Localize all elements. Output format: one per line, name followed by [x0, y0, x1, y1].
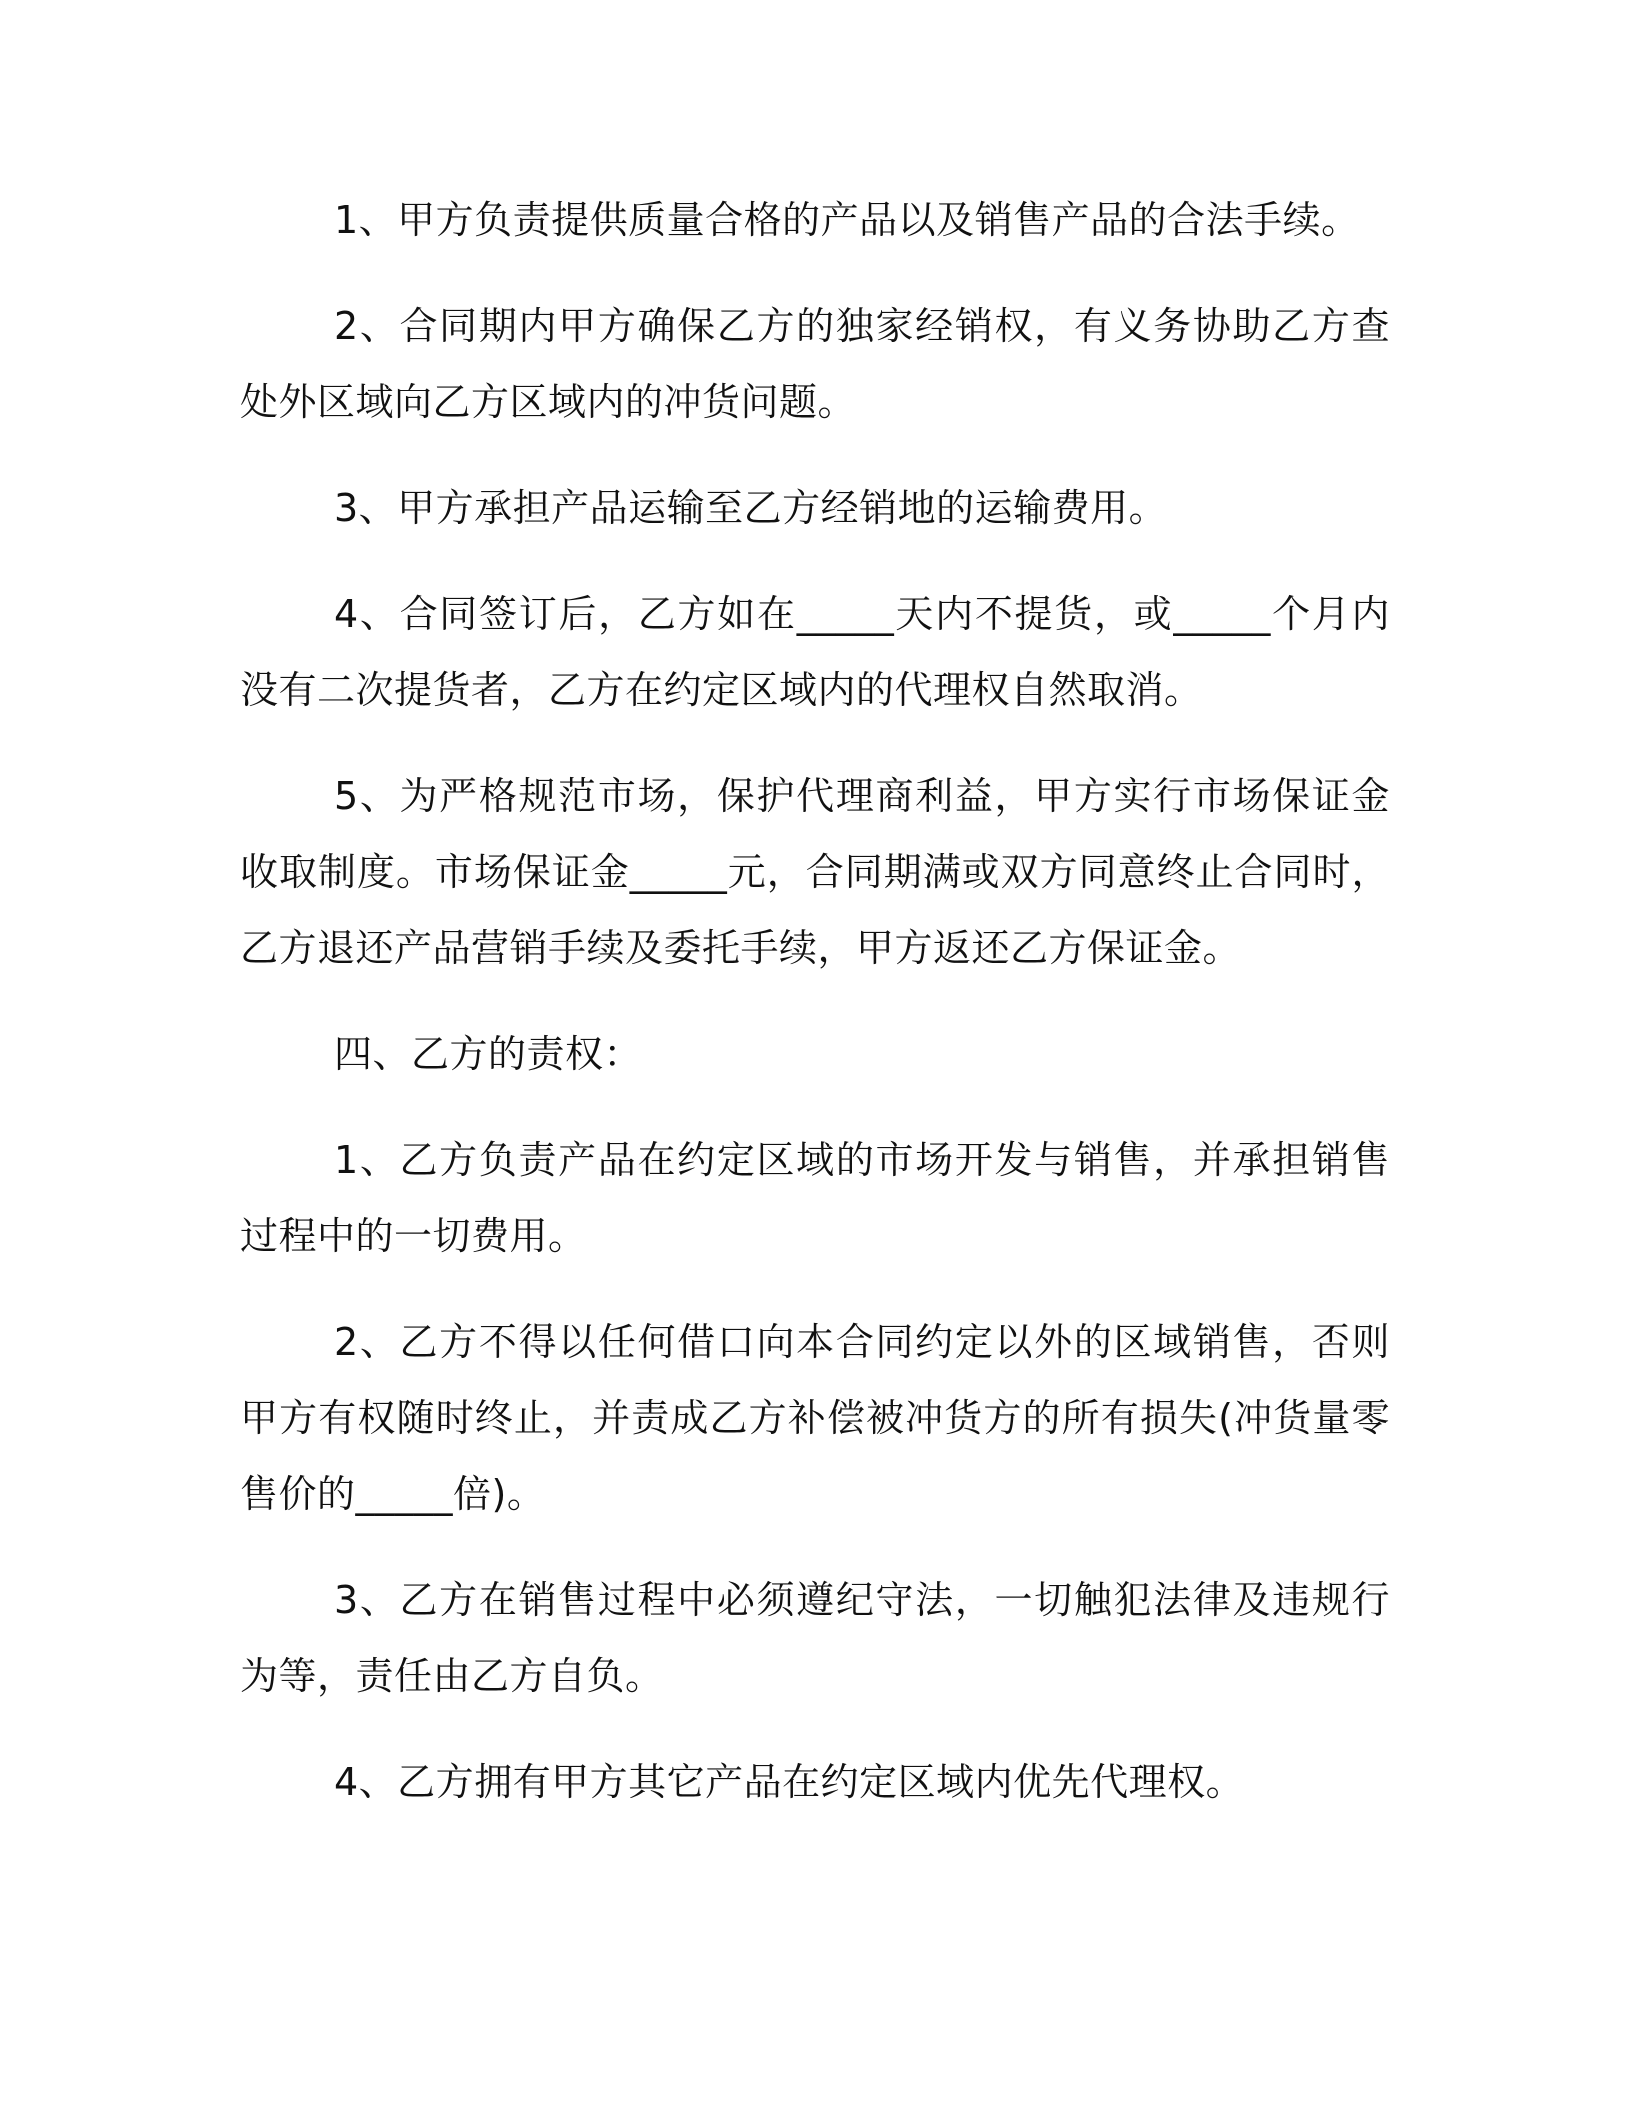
clause-a-2: 2、合同期内甲方确保乙方的独家经销权，有义务协助乙方查处外区域向乙方区域内的冲货问题。 [240, 304, 1390, 424]
clause-b-2: 2、乙方不得以任何借口向本合同约定以外的区域销售，否则甲方有权随时终止，并责成乙方补偿被冲货方的所有损失(冲货量零售价的_____倍)。 [240, 1320, 1390, 1516]
clause-b-1: 1、乙方负责产品在约定区域的市场开发与销售，并承担销售过程中的一切费用。 [240, 1138, 1390, 1258]
clause-a-1: 1、甲方负责提供质量合格的产品以及销售产品的合法手续。 [334, 198, 1360, 242]
document-body [240, 182, 1390, 1820]
clause-b-4: 4、乙方拥有甲方其它产品在约定区域内优先代理权。 [334, 1760, 1245, 1804]
clause-b-3: 3、乙方在销售过程中必须遵纪守法，一切触犯法律及违规行为等，责任由乙方自负。 [240, 1578, 1390, 1698]
clause-a-5: 5、为严格规范市场，保护代理商利益，甲方实行市场保证金收取制度。市场保证金_____元，合同期满或双方同意终止合同时，乙方退还产品营销手续及委托手续，甲方返还乙方保证金。 [240, 774, 1390, 970]
section-heading-party-b: 四、乙方的责权： [334, 1032, 643, 1076]
clause-a-3: 3、甲方承担产品运输至乙方经销地的运输费用。 [334, 486, 1168, 530]
clause-a-4: 4、合同签订后，乙方如在_____天内不提货，或_____个月内没有二次提货者，乙方在约定区域内的代理权自然取消。 [240, 592, 1390, 712]
